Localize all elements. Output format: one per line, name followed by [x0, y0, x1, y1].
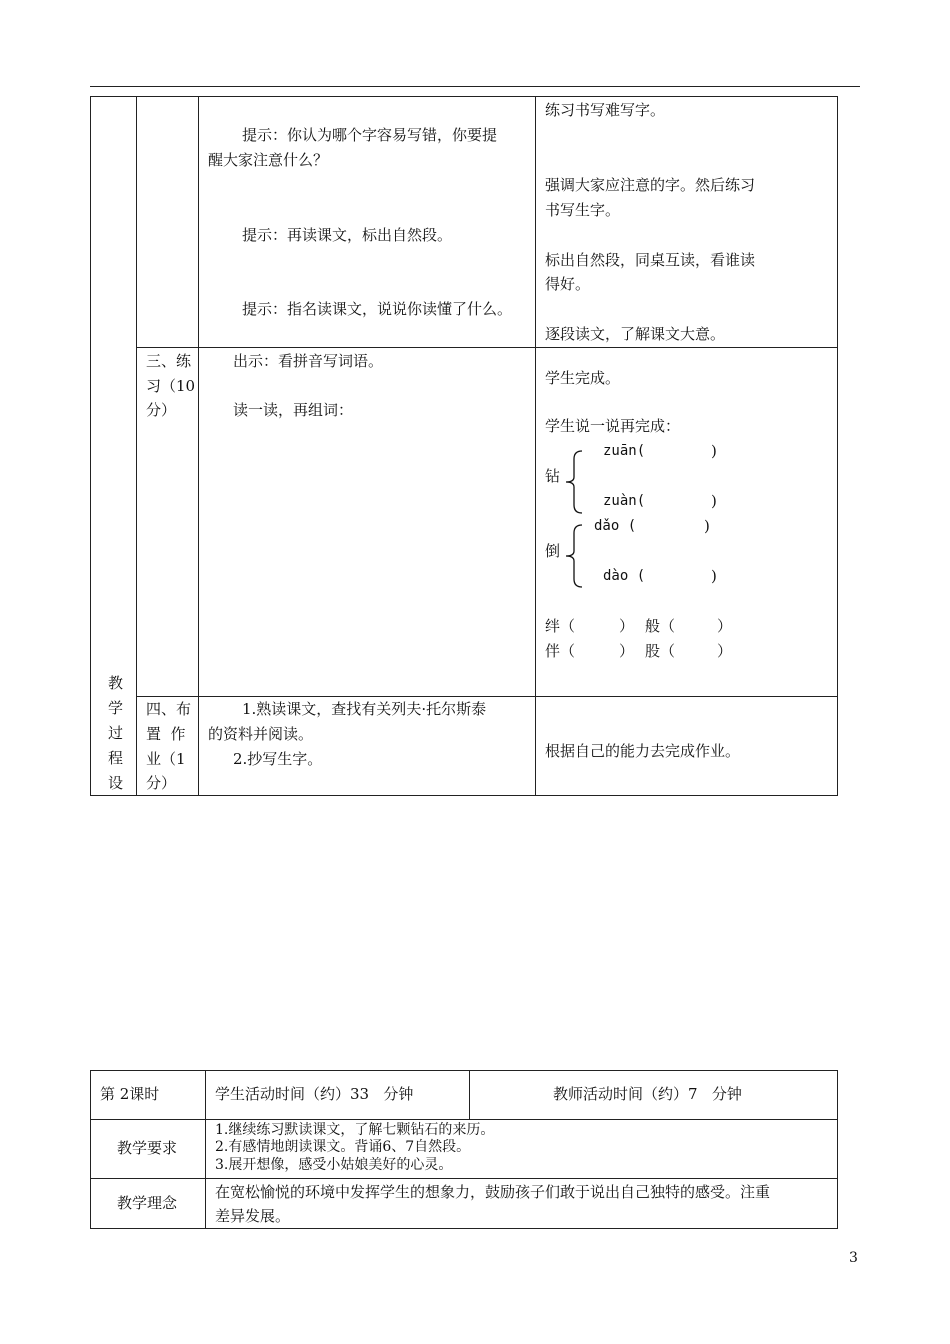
requirement-item: 3.展开想像，感受小姑娘美好的心灵。 — [215, 1157, 453, 1173]
practice-student-2: 学生说一说再完成： — [545, 417, 681, 435]
row-divider-1 — [136, 347, 838, 348]
pair-row-1: ） — [717, 617, 733, 635]
student-activity-4: 逐段读文，了解课文大意。 — [545, 325, 726, 343]
pinyin-zuan4: zuàn( — [603, 493, 646, 509]
stage-homework-line: 置 作 — [146, 725, 186, 743]
pinyin-zuan1-close: ) — [711, 442, 717, 460]
pinyin-dao3-close: ) — [704, 517, 710, 535]
hint-1-line-1: 提示：你认为哪个字容易写错，你要提 — [242, 126, 498, 144]
col-border-left — [90, 96, 91, 796]
pinyin-zuan1: zuān( — [603, 443, 646, 459]
homework-student: 根据自己的能力去完成作业。 — [545, 742, 741, 760]
page-number: 3 — [849, 1250, 858, 1266]
lower-table-bottom-border — [90, 1228, 838, 1229]
requirements-label: 教学要求 — [117, 1139, 178, 1157]
side-label-char: 过 — [108, 724, 124, 742]
student-activity-3b: 得好。 — [545, 275, 591, 293]
student-activity-1: 练习书写难写字。 — [545, 101, 666, 119]
pair-row-2: 伴（ — [545, 642, 576, 660]
requirement-item: 1.继续练习默读课文，了解七颗钻石的来历。 — [215, 1122, 495, 1138]
col-divider-2 — [198, 96, 199, 796]
stage-practice-line: 分） — [146, 401, 177, 419]
hint-3: 提示：指名读课文，说说你读懂了什么。 — [242, 300, 513, 318]
homework-item-1-line-1: 1.熟读课文，查找有关列夫·托尔斯泰 — [242, 700, 487, 718]
side-label-char: 程 — [108, 749, 124, 767]
student-activity-2a: 强调大家应注意的字。然后练习 — [545, 176, 756, 194]
header-rule — [90, 86, 860, 87]
polyphone-char-1: 钻 — [545, 467, 561, 485]
practice-read: 读一读，再组词： — [233, 401, 354, 419]
pinyin-dao4: dào ( — [603, 568, 646, 584]
lower-col-divider-1 — [205, 1070, 206, 1229]
lesson-number: 第 2课时 — [100, 1085, 160, 1103]
teacher-time: 教师活动时间（约）7 分钟 — [553, 1085, 742, 1103]
stage-homework-line: 四、布 — [146, 700, 192, 718]
hint-2: 提示：再读课文，标出自然段。 — [242, 226, 453, 244]
pair-row-1: 般（ — [645, 617, 676, 635]
brace-icon — [562, 449, 584, 515]
stage-practice-line: 三、练 — [146, 352, 192, 370]
lower-col-left — [90, 1070, 91, 1229]
stage-homework-line: 业（1 — [146, 750, 186, 768]
pair-row-1: 绊（ — [545, 617, 576, 635]
philosophy-line: 在宽松愉悦的环境中发挥学生的想象力，鼓励孩子们敢于说出自己独特的感受。注重 — [215, 1183, 771, 1201]
requirement-item: 2.有感情地朗读课文。背诵6、7自然段。 — [215, 1139, 471, 1155]
stage-practice-line: 习（10 — [146, 377, 196, 395]
lower-col-divider-2 — [469, 1070, 470, 1120]
upper-table-top-border — [90, 96, 838, 97]
philosophy-line: 差异发展。 — [215, 1207, 291, 1225]
pair-row-2: ） — [717, 642, 733, 660]
student-time: 学生活动时间（约）33 分钟 — [215, 1085, 414, 1103]
homework-item-2: 2.抄写生字。 — [233, 750, 323, 768]
brace-icon — [562, 523, 584, 589]
row-divider-2 — [136, 696, 838, 697]
pair-row-2: ） — [619, 642, 635, 660]
polyphone-char-2: 倒 — [545, 542, 561, 560]
lower-row-divider-2 — [90, 1178, 838, 1179]
col-divider-1 — [136, 96, 137, 796]
pair-row-2: 股（ — [645, 642, 676, 660]
hint-1-line-2: 醒大家注意什么？ — [208, 151, 329, 169]
col-divider-3 — [535, 96, 536, 796]
side-label-char: 教 — [108, 674, 124, 692]
practice-show: 出示：看拼音写词语。 — [233, 352, 384, 370]
student-activity-2b: 书写生字。 — [545, 201, 621, 219]
pinyin-dao3: dǎo ( — [594, 518, 637, 534]
stage-homework-line: 分） — [146, 774, 177, 792]
col-border-right — [837, 96, 838, 796]
homework-item-1-line-2: 的资料并阅读。 — [208, 725, 314, 743]
side-label-char: 设 — [108, 774, 124, 792]
student-activity-3a: 标出自然段，同桌互读，看谁读 — [545, 251, 756, 269]
upper-table-bottom-border — [90, 795, 838, 796]
pinyin-zuan4-close: ) — [711, 492, 717, 510]
pair-row-1: ） — [619, 617, 635, 635]
lower-row-divider-1 — [90, 1119, 838, 1120]
lower-col-right — [837, 1070, 838, 1229]
philosophy-label: 教学理念 — [117, 1194, 178, 1212]
pinyin-dao4-close: ) — [711, 567, 717, 585]
lower-table-top-border — [90, 1070, 838, 1071]
practice-student-1: 学生完成。 — [545, 369, 621, 387]
side-label-char: 学 — [108, 699, 124, 717]
